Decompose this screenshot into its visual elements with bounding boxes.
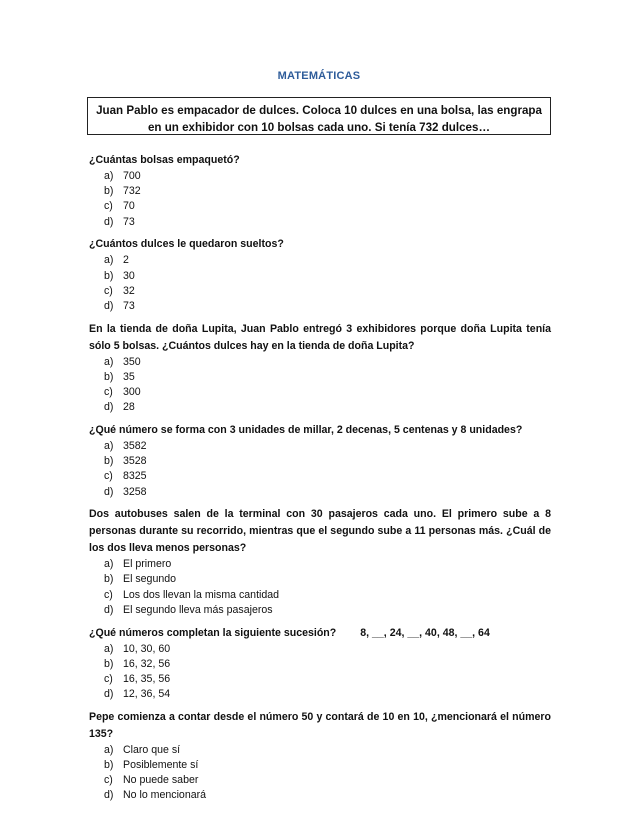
option-text: 350 — [123, 355, 141, 368]
page-title: MATEMÁTICAS — [277, 70, 361, 82]
answer-option — [104, 439, 551, 454]
answer-options — [89, 169, 551, 230]
answer-option — [104, 773, 551, 788]
option-letter: a) — [104, 254, 114, 267]
answer-option — [104, 672, 551, 687]
option-text: 300 — [123, 386, 141, 399]
option-text: 73 — [123, 215, 135, 228]
option-letter: d) — [104, 401, 114, 414]
question-3 — [89, 321, 551, 416]
option-text: 700 — [123, 170, 141, 182]
answer-option — [104, 184, 551, 199]
answer-options — [89, 439, 551, 500]
question-text — [89, 709, 551, 743]
answer-options — [89, 557, 551, 618]
answer-option — [104, 788, 551, 803]
answer-option — [104, 657, 551, 672]
question-prompt: Dos autobuses salen de la terminal con 30 pasajeros cada uno. El primero sube a 8 personas durante su recorrido, mientras que el segundo sube a 11 personas más. ¿Cuál de los dos lleva menos personas? — [89, 508, 551, 555]
option-letter: c) — [104, 672, 113, 685]
option-letter: b) — [104, 573, 114, 586]
answer-option — [104, 557, 551, 572]
option-text: 28 — [123, 401, 135, 414]
answer-option — [104, 485, 551, 500]
answer-option — [104, 355, 551, 370]
option-text: El segundo lleva más pasajeros — [123, 603, 273, 616]
option-text: El segundo — [123, 573, 177, 586]
option-text: Claro que sí — [123, 743, 181, 756]
option-letter: d) — [104, 299, 114, 312]
option-text: 32 — [123, 284, 135, 297]
option-letter: c) — [104, 774, 113, 787]
question-prompt: ¿Qué números completan la siguiente sucesión? — [89, 626, 337, 639]
option-text: 16, 35, 56 — [123, 672, 171, 685]
option-text: 10, 30, 60 — [123, 642, 171, 655]
option-text: 3528 — [123, 455, 147, 468]
answer-option — [104, 385, 551, 400]
option-letter: b) — [104, 455, 114, 468]
answer-option — [104, 454, 551, 469]
answer-option — [104, 215, 551, 230]
option-text: 2 — [123, 254, 129, 267]
question-7 — [89, 709, 551, 804]
answer-option — [104, 269, 551, 284]
question-text — [89, 506, 551, 557]
answer-option — [104, 642, 551, 657]
option-letter: c) — [104, 386, 113, 399]
option-text: No lo mencionará — [123, 789, 207, 802]
question-prompt: ¿Cuántas bolsas empaquetó? — [89, 154, 240, 166]
answer-option — [104, 687, 551, 702]
option-letter: b) — [104, 370, 114, 383]
option-letter: a) — [104, 439, 114, 452]
option-text: 732 — [123, 185, 141, 198]
option-text: 35 — [123, 370, 135, 383]
question-4 — [89, 422, 551, 500]
question-prompt: ¿Qué número se forma con 3 unidades de millar, 2 decenas, 5 centenas y 8 unidades? — [89, 423, 523, 436]
answer-options — [89, 355, 551, 416]
option-letter: b) — [104, 759, 114, 772]
option-letter: d) — [104, 789, 114, 802]
answer-option — [104, 758, 551, 773]
answer-option — [104, 588, 551, 603]
answer-option — [104, 469, 551, 484]
option-text: 73 — [123, 299, 135, 312]
question-prompt: ¿Cuántos dulces le quedaron sueltos? — [89, 238, 284, 251]
option-letter: d) — [104, 215, 114, 228]
option-letter: a) — [104, 642, 114, 655]
option-text: 16, 32, 56 — [123, 657, 171, 670]
answer-option — [104, 400, 551, 415]
option-text: 8325 — [123, 470, 147, 483]
option-letter: d) — [104, 485, 114, 498]
question-6 — [89, 625, 551, 703]
option-letter: c) — [104, 588, 113, 601]
option-text: 3582 — [123, 439, 147, 452]
option-text: No puede saber — [123, 774, 199, 787]
answer-option — [104, 284, 551, 299]
answer-options — [89, 253, 551, 314]
option-text: 3258 — [123, 485, 147, 498]
number-sequence: 8, __, 24, __, 40, 48, __, 64 — [360, 626, 490, 639]
option-letter: c) — [104, 200, 113, 213]
intro-problem-box: Juan Pablo es empacador de dulces. Coloca 10 dulces en una bolsa, las engrapa en un exhibidor con 10 bolsas cada uno. Si tenía 732 dulces… — [87, 97, 551, 135]
option-letter: a) — [104, 355, 114, 368]
answer-options — [89, 642, 551, 703]
option-text: Los dos llevan la misma cantidad — [123, 588, 280, 601]
answer-option — [104, 299, 551, 314]
question-prompt: En la tienda de doña Lupita, Juan Pablo entregó 3 exhibidores porque doña Lupita tenía sólo 5 bolsas. ¿Cuántos dulces hay en la tienda de doña Lupita? — [89, 322, 551, 352]
option-letter: b) — [104, 269, 114, 282]
option-text: El primero — [123, 558, 172, 571]
option-text: Posiblemente sí — [123, 759, 199, 772]
question-list — [89, 152, 551, 810]
option-letter: a) — [104, 558, 114, 571]
option-letter: b) — [104, 657, 114, 670]
option-letter: b) — [104, 185, 114, 198]
question-2 — [89, 236, 551, 314]
question-text — [89, 236, 551, 253]
option-text: 12, 36, 54 — [123, 688, 171, 701]
option-letter: d) — [104, 603, 114, 616]
option-text: 30 — [123, 269, 135, 282]
question-text — [89, 321, 551, 355]
option-letter: a) — [104, 743, 114, 756]
question-text — [89, 625, 551, 642]
answer-option — [104, 169, 551, 184]
answer-option — [104, 743, 551, 758]
question-text — [89, 422, 551, 439]
answer-option — [104, 603, 551, 618]
option-letter: a) — [104, 170, 114, 182]
option-letter: c) — [104, 470, 113, 483]
question-text — [89, 152, 551, 169]
answer-option — [104, 199, 551, 214]
question-1 — [89, 152, 551, 230]
option-letter: c) — [104, 284, 113, 297]
answer-option — [104, 572, 551, 587]
option-letter: d) — [104, 688, 114, 701]
question-prompt: Pepe comienza a contar desde el número 50 y contará de 10 en 10, ¿mencionará el número 135? — [89, 710, 551, 740]
answer-option — [104, 370, 551, 385]
option-text: 70 — [123, 200, 135, 213]
answer-options — [89, 743, 551, 804]
answer-option — [104, 253, 551, 268]
question-5 — [89, 506, 551, 618]
